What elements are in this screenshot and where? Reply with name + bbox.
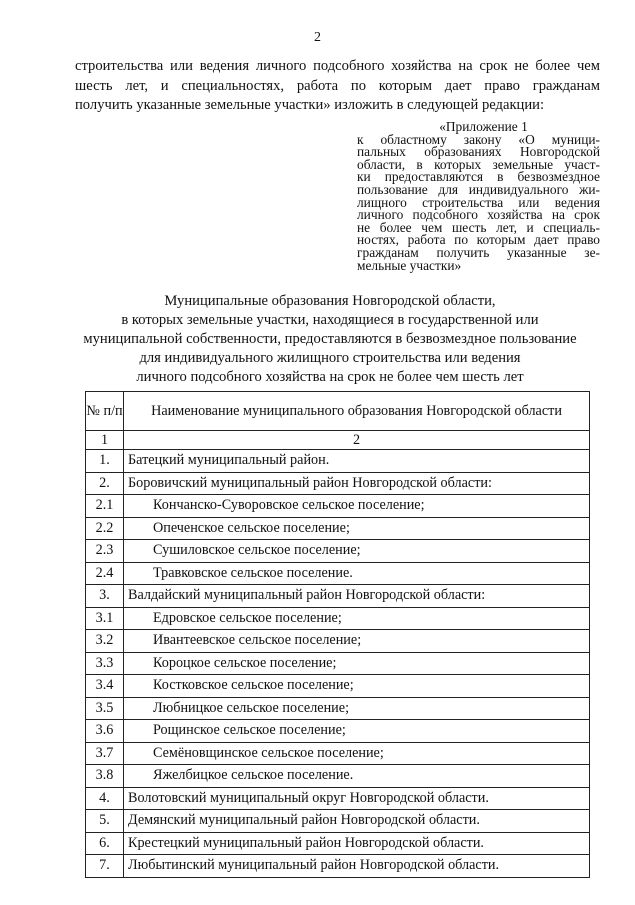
row-number: 3.8 <box>86 765 124 788</box>
row-name: Опеченское сельское поселение; <box>124 517 590 540</box>
intro-line: шесть лет, и специальностях, работа по которым дает право гражданам <box>75 77 600 94</box>
row-name: Ивантеевское сельское поселение; <box>124 630 590 653</box>
annex-line: лищного строительства или ведения <box>357 194 600 210</box>
header-name: Наименование муниципального образования Новгородской области <box>124 392 590 431</box>
annex-line: ки предоставляются в безвозмездное <box>357 169 600 185</box>
row-name: Травковское сельское поселение. <box>124 562 590 585</box>
table-row <box>86 855 590 878</box>
column-index: 2 <box>124 431 590 450</box>
row-number: 3.5 <box>86 697 124 720</box>
heading-line: для индивидуального жилищного строительства или ведения <box>139 350 521 366</box>
row-number: 7. <box>86 855 124 878</box>
table-row <box>86 472 590 495</box>
row-number: 2.2 <box>86 517 124 540</box>
row-name: Семёновщинское сельское поселение; <box>124 742 590 765</box>
table-row <box>86 832 590 855</box>
table-row <box>86 450 590 473</box>
table-row <box>86 585 590 608</box>
table-row <box>86 562 590 585</box>
document-heading <box>60 292 600 387</box>
row-number: 2.4 <box>86 562 124 585</box>
table-row <box>86 517 590 540</box>
column-index-row <box>86 431 590 450</box>
row-name: Любницкое сельское поселение; <box>124 697 590 720</box>
row-number: 4. <box>86 787 124 810</box>
row-number: 3.2 <box>86 630 124 653</box>
row-name: Демянский муниципальный район Новгородской области. <box>124 810 590 833</box>
table-row <box>86 720 590 743</box>
annex-line: области, в которых земельные участ- <box>357 156 600 172</box>
table-row <box>86 787 590 810</box>
annex-text <box>357 131 600 273</box>
column-index: 1 <box>86 431 124 450</box>
row-name: Батецкий муниципальный район. <box>124 450 590 473</box>
row-number: 1. <box>86 450 124 473</box>
table-row <box>86 630 590 653</box>
row-name: Едровское сельское поселение; <box>124 607 590 630</box>
intro-line: строительства или ведения личного подсобного хозяйства на срок не более чем <box>75 58 600 74</box>
row-number: 6. <box>86 832 124 855</box>
table-row <box>86 810 590 833</box>
row-name: Волотовский муниципальный округ Новгородской области. <box>124 787 590 810</box>
row-number: 5. <box>86 810 124 833</box>
heading-line: в которых земельные участки, находящиеся в государственной или <box>121 312 539 328</box>
heading-line: личного подсобного хозяйства на срок не более чем шесть лет <box>136 369 524 385</box>
row-name: Сушиловское сельское поселение; <box>124 540 590 563</box>
table-row <box>86 495 590 518</box>
annex-title: «Приложение 1 <box>439 119 528 134</box>
row-number: 3.3 <box>86 652 124 675</box>
row-name: Рощинское сельское поселение; <box>124 720 590 743</box>
annex-line: к областному закону «О муници- <box>357 131 600 147</box>
table-header-row <box>86 392 590 431</box>
row-number: 3.4 <box>86 675 124 698</box>
table-row <box>86 742 590 765</box>
table-row <box>86 765 590 788</box>
heading-line: муниципальной собственности, предоставляются в безвозмездное пользование <box>83 331 577 347</box>
intro-line: получить указанные земельные участки» изложить в следующей редакции: <box>75 97 545 113</box>
header-number: № п/п <box>86 392 124 431</box>
table-row <box>86 697 590 720</box>
annex-line: ностях, работа по которым дает право <box>357 232 600 248</box>
row-number: 2. <box>86 472 124 495</box>
annex-line: пальных образованиях Новгородской <box>357 144 600 160</box>
annex-line: пользование для индивидуального жи- <box>357 181 600 197</box>
table-row <box>86 652 590 675</box>
row-name: Валдайский муниципальный район Новгородской области: <box>124 585 590 608</box>
annex-line: гражданам получить указанные зе- <box>357 244 600 260</box>
table-row <box>86 675 590 698</box>
row-name: Боровичский муниципальный район Новгородской области: <box>124 472 590 495</box>
row-number: 3.6 <box>86 720 124 743</box>
municipalities-table <box>85 391 590 878</box>
row-number: 3.7 <box>86 742 124 765</box>
intro-paragraph <box>75 57 600 116</box>
row-number: 3. <box>86 585 124 608</box>
row-name: Любытинский муниципальный район Новгородской области. <box>124 855 590 878</box>
table-row <box>86 607 590 630</box>
row-name: Костковское сельское поселение; <box>124 675 590 698</box>
row-name: Короцкое сельское поселение; <box>124 652 590 675</box>
row-name: Кончанско-Суворовское сельское поселение; <box>124 495 590 518</box>
annex-line: личного подсобного хозяйства на срок <box>357 207 600 223</box>
row-number: 2.1 <box>86 495 124 518</box>
row-number: 2.3 <box>86 540 124 563</box>
annex-reference <box>357 121 600 272</box>
page-number: 2 <box>314 30 321 45</box>
row-name: Яжелбицкое сельское поселение. <box>124 765 590 788</box>
annex-line: мельные участки» <box>357 257 462 273</box>
row-name: Крестецкий муниципальный район Новгородской области. <box>124 832 590 855</box>
table-row <box>86 540 590 563</box>
annex-line: не более чем шесть лет, и специаль- <box>357 219 600 235</box>
heading-line: Муниципальные образования Новгородской области, <box>164 293 496 309</box>
row-number: 3.1 <box>86 607 124 630</box>
